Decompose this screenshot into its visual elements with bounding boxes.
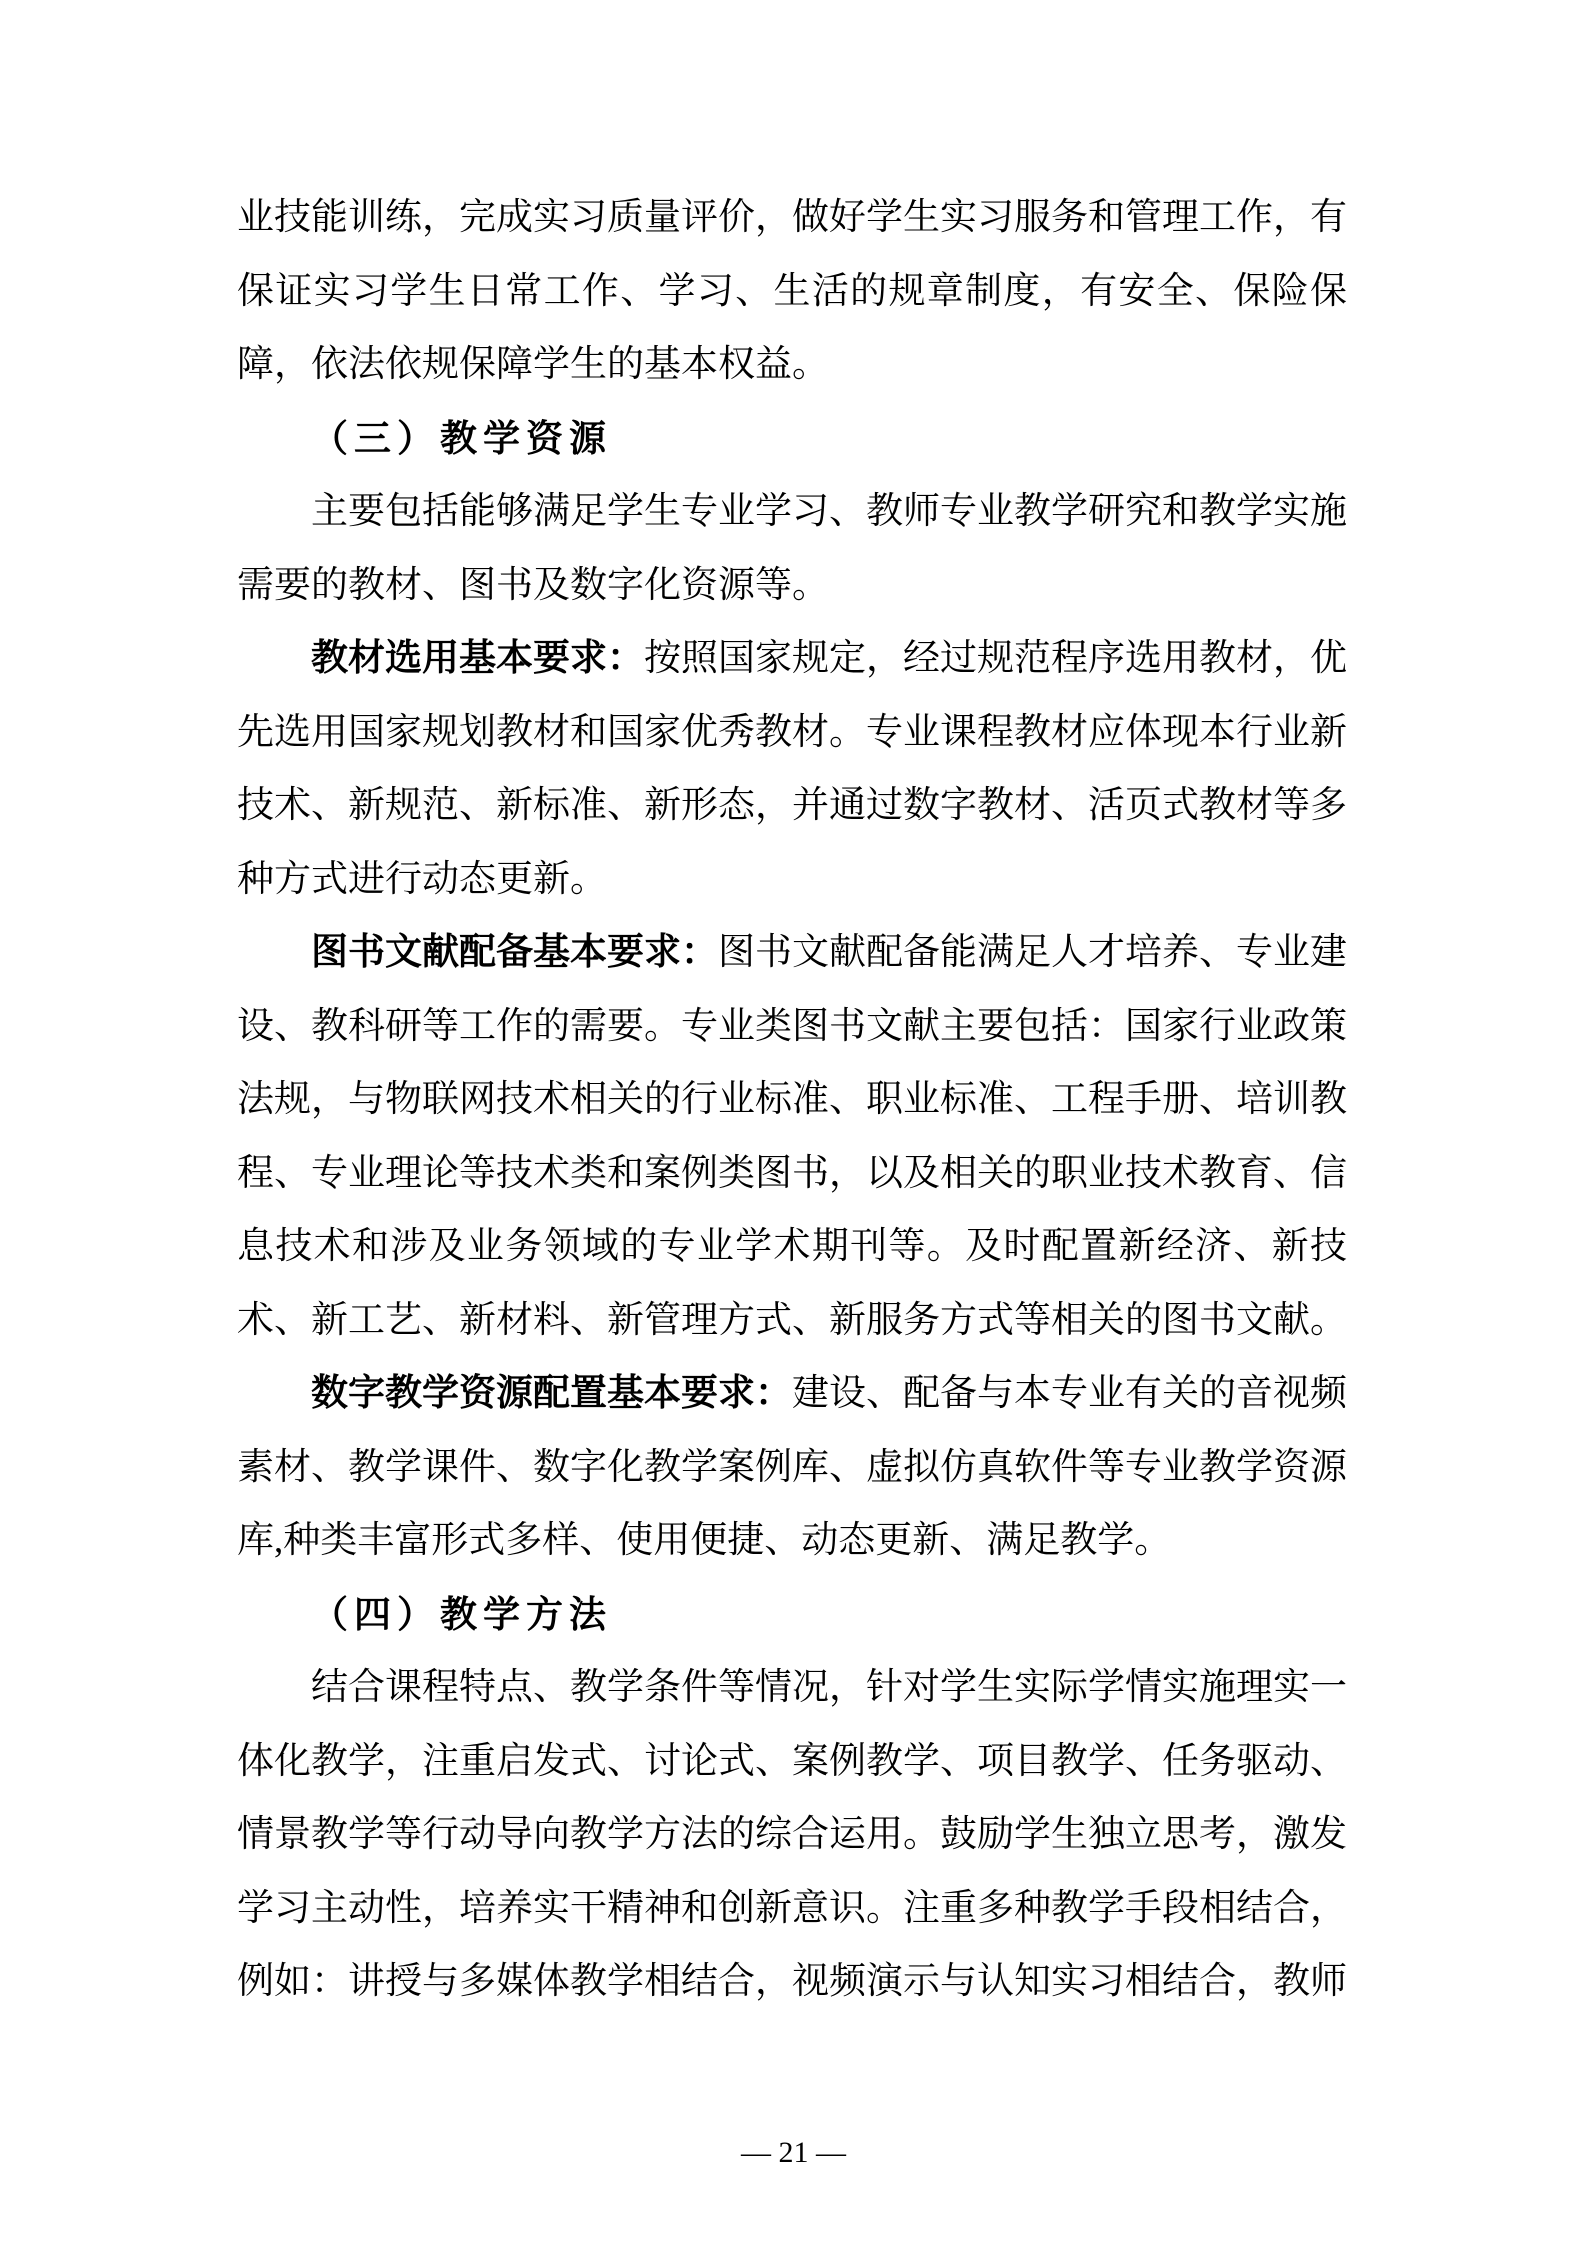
heading-text: （三）教学资源 [311, 417, 612, 459]
paragraph [237, 475, 1347, 622]
paragraph [237, 916, 1347, 1357]
paragraph-text: 结合课程特点、教学条件等情况，针对学生实际学情实施理实一体化教学，注重启发式、讨论式、案例教学、项目教学、任务驱动、情景教学等行动导向教学方法的综合运用。鼓励学生独立思考，激发学习主动性，培养实干精神和创新意识。注重多种教学手段相结合，例如：讲授与多媒体教学相结合，视频演示与认知实习相结合，教师 [237, 1667, 1347, 2002]
paragraph-lead: 数字教学资源配置基本要求： [311, 1373, 792, 1414]
paragraph-lead: 图书文献配备基本要求： [311, 932, 718, 973]
paragraph-text: 图书文献配备能满足人才培养、专业建设、教科研等工作的需要。专业类图书文献主要包括：国家行业政策法规，与物联网技术相关的行业标准、职业标准、工程手册、培训教程、专业理论等技术类和案例类图书，以及相关的职业技术教育、信息技术和涉及业务领域的专业学术期刊等。及时配置新经济、新技术、新工艺、新材料、新管理方式、新服务方式等相关的图书文献。 [237, 932, 1347, 1341]
paragraph-text: 建设、配备与本专业有关的音视频素材、教学课件、数字化教学案例库、虚拟仿真软件等专业教学资源库,种类丰富形式多样、使用便捷、动态更新、满足教学。 [237, 1373, 1347, 1561]
paragraph-text: 业技能训练，完成实习质量评价，做好学生实习服务和管理工作，有保证实习学生日常工作、学习、生活的规章制度，有安全、保险保障，依法依规保障学生的基本权益。 [237, 197, 1347, 385]
paragraph [237, 1357, 1347, 1578]
paragraph [237, 622, 1347, 916]
paragraph-text: 主要包括能够满足学生专业学习、教师专业教学研究和教学实施需要的教材、图书及数字化资源等。 [237, 491, 1347, 606]
heading-text: （四）教学方法 [311, 1593, 612, 1635]
page-number: — 21 — [741, 2136, 846, 2169]
paragraph-text: 按照国家规定，经过规范程序选用教材，优先选用国家规划教材和国家优秀教材。专业课程教材应体现本行业新技术、新规范、新标准、新形态，并通过数字教材、活页式教材等多种方式进行动态更新。 [237, 638, 1347, 900]
paragraph [237, 1651, 1347, 2019]
document-body [237, 181, 1347, 2019]
paragraph-lead: 教材选用基本要求： [311, 638, 644, 679]
section-heading [237, 1578, 1347, 1652]
page-footer [0, 2133, 1587, 2173]
paragraph [237, 181, 1347, 402]
section-heading [237, 402, 1347, 476]
